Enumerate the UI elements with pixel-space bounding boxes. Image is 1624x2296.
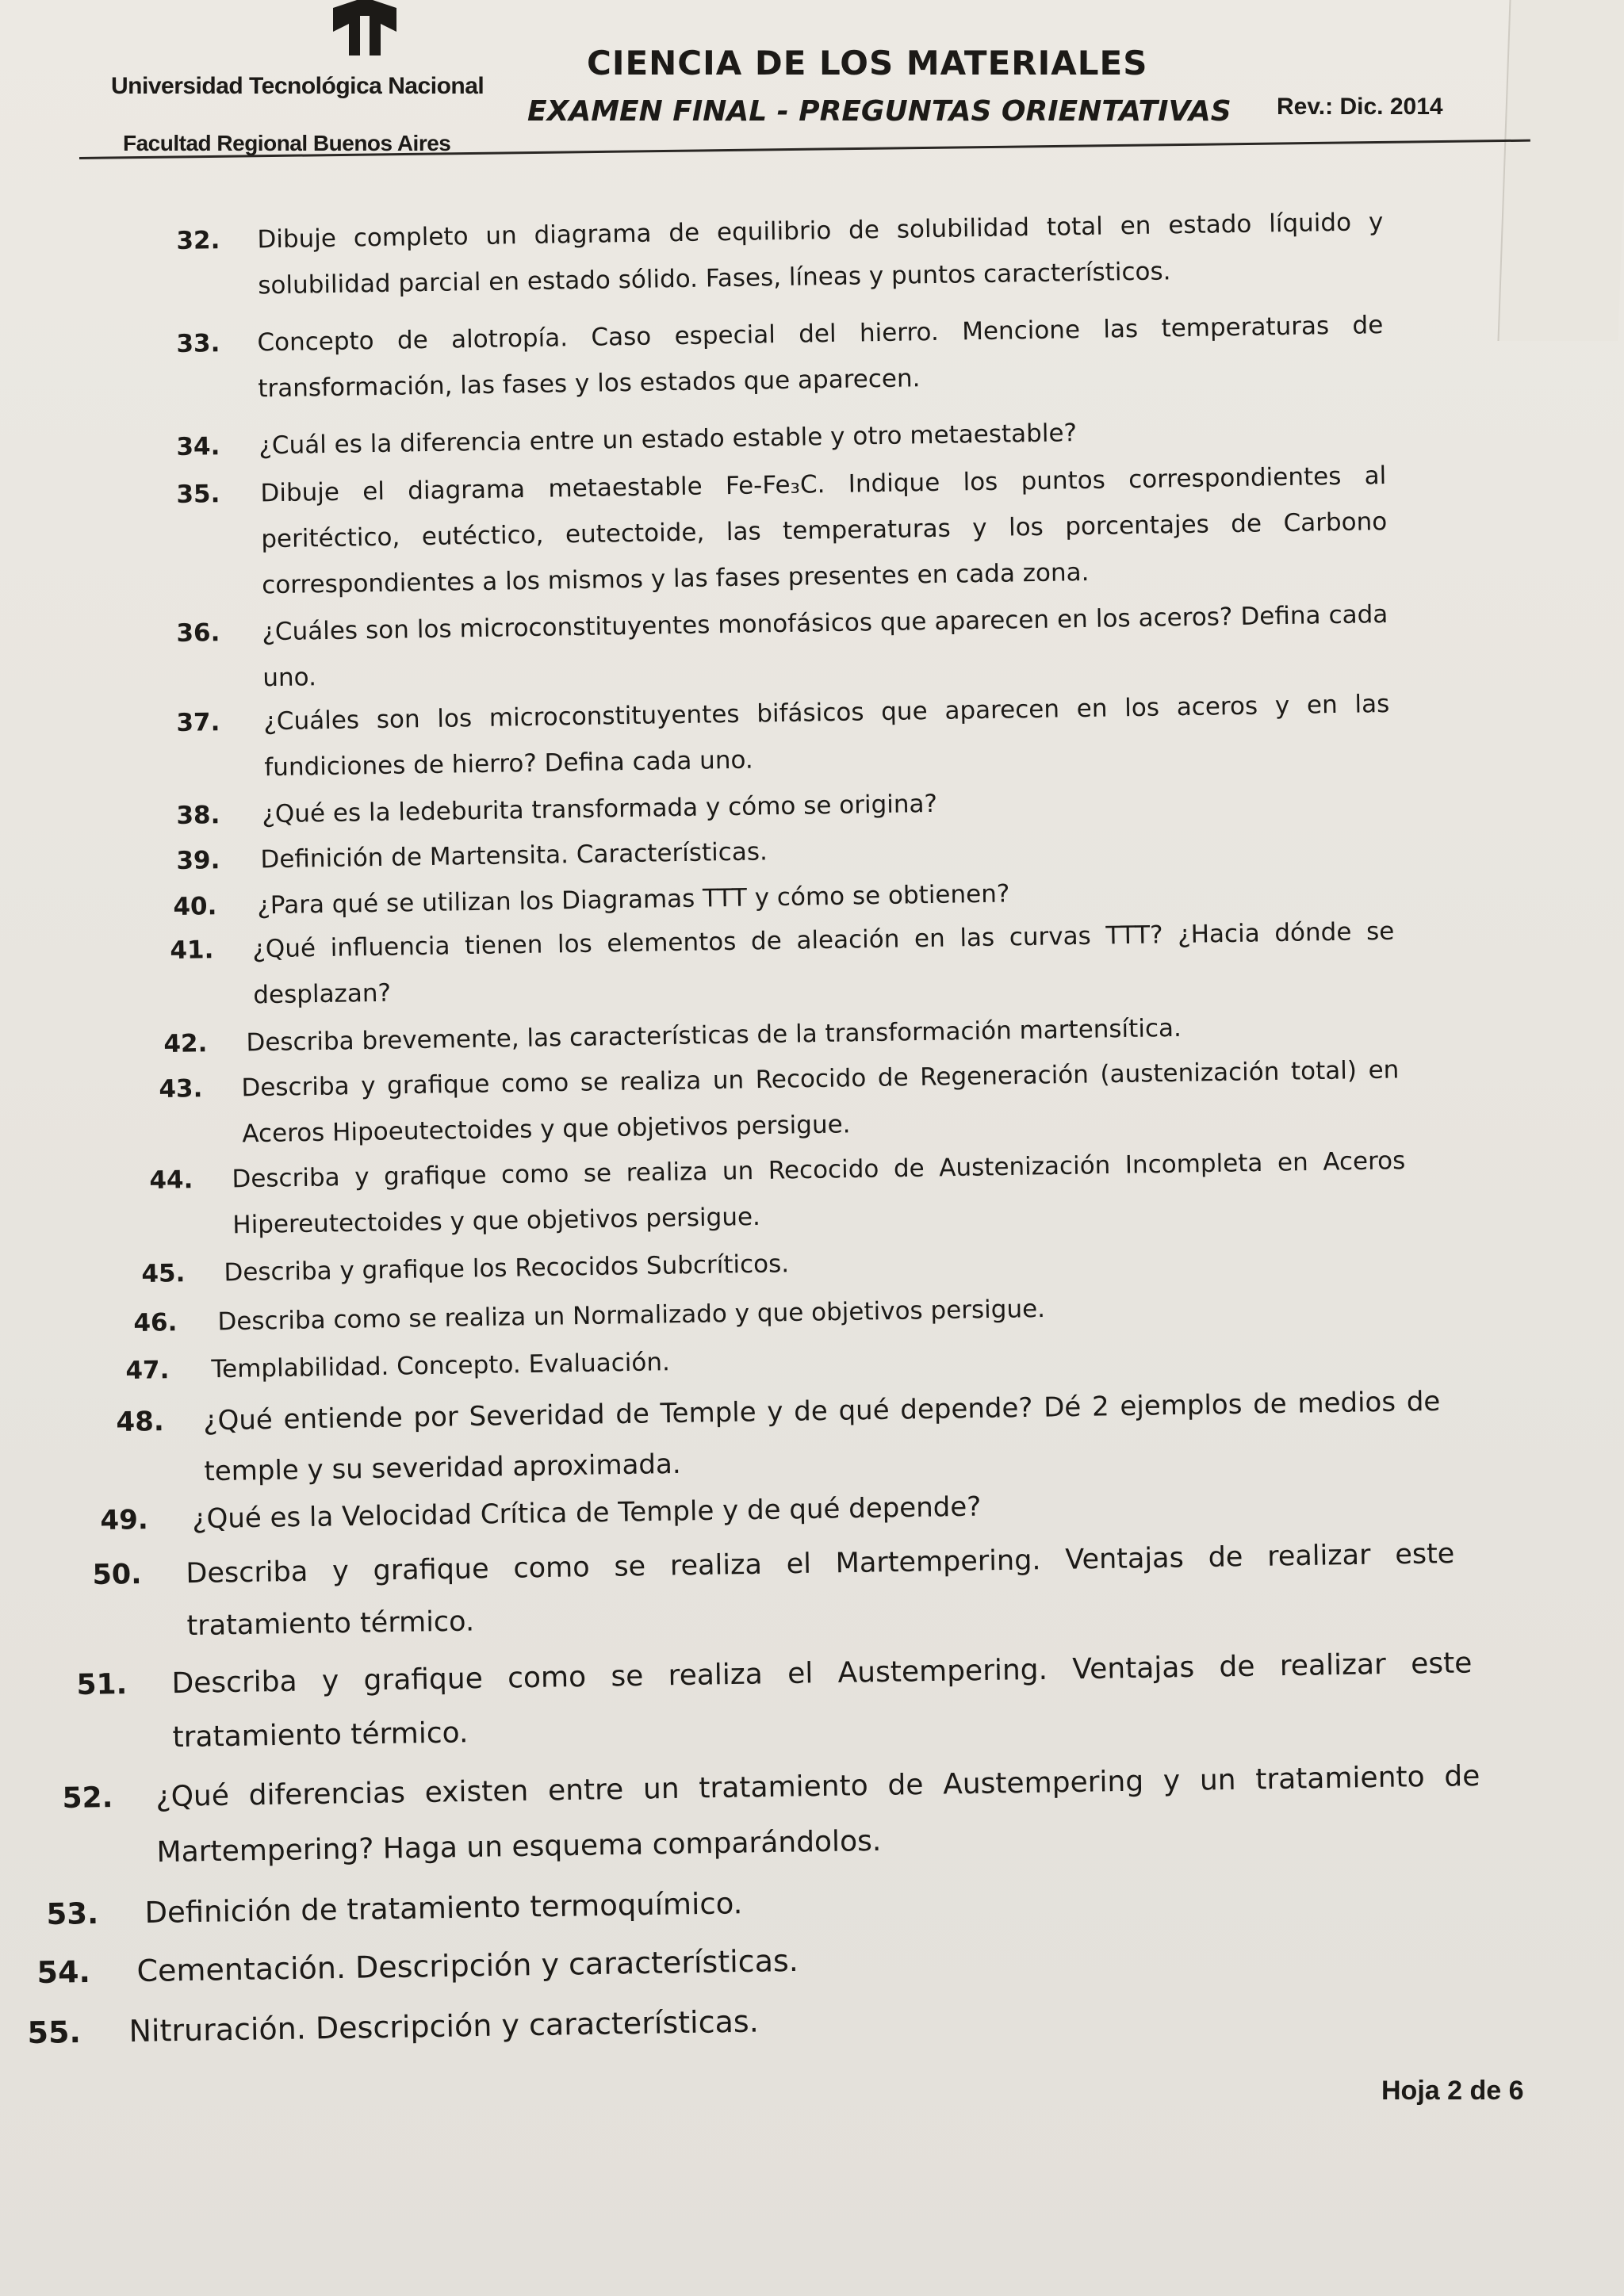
question-number: 49. bbox=[100, 1504, 149, 1536]
question-number: 54. bbox=[36, 1954, 91, 1990]
question-number: 47. bbox=[125, 1356, 170, 1385]
question-text: Describa y grafique como se realiza un Recocido de Austenización Incompleta en Aceros Hipereutectoides y que objetivos persigue. bbox=[232, 1146, 1406, 1240]
question-number: 35. bbox=[176, 480, 220, 509]
question-number: 46. bbox=[133, 1308, 178, 1337]
question-number: 34. bbox=[176, 432, 220, 461]
faculty-name: Facultad Regional Buenos Aires bbox=[123, 131, 451, 155]
page-number: Hoja 2 de 6 bbox=[1381, 2076, 1524, 2106]
question-number: 44. bbox=[149, 1165, 193, 1195]
question-text: Describa y grafique los Recocidos Subcríticos. bbox=[224, 1249, 790, 1288]
question-text: ¿Qué es la Velocidad Crítica de Temple y de qué depende? bbox=[192, 1490, 982, 1536]
question-text: ¿Qué influencia tienen los elementos de aleación en las curvas TTT? ¿Hacia dónde se desplazan? bbox=[252, 916, 1395, 1010]
exam-subtitle: EXAMEN FINAL - PREGUNTAS ORIENTATIVAS bbox=[527, 95, 1231, 128]
question-item bbox=[176, 199, 1397, 300]
question-text: Describa y grafique como se realiza un Recocido de Regeneración (austenización total) en Aceros Hipoeutectoides y que objetivos persigue. bbox=[241, 1055, 1400, 1149]
question-text: ¿Cuáles son los microconstituyentes monofásicos que aparecen en los aceros? Defina cada uno. bbox=[262, 599, 1388, 693]
question-number: 48. bbox=[116, 1406, 165, 1438]
revision-date: Rev.: Dic. 2014 bbox=[1277, 94, 1443, 120]
question-text: Definición de Martensita. Características. bbox=[260, 837, 768, 874]
question-text: Dibuje el diagrama metaestable Fe-Fe₃C. Indique los puntos correspondientes al peritéctico, eutéctico, eutectoide, las temperaturas y los porcentajes de Carbono correspondientes a los mismos y las fases presentes en cada zona. bbox=[260, 461, 1388, 600]
question-text: ¿Qué es la ledeburita transformada y cómo se origina? bbox=[262, 789, 938, 829]
question-text: Dibuje completo un diagrama de equilibrio de solubilidad total en estado líquido y solubilidad parcial en estado sólido. Fases, líneas y puntos característicos. bbox=[257, 208, 1384, 300]
question-number: 41. bbox=[170, 936, 214, 965]
question-number: 33. bbox=[176, 329, 220, 358]
question-text: Describa brevemente, las características de la transformación martensítica. bbox=[246, 1013, 1182, 1058]
question-number: 38. bbox=[176, 801, 220, 830]
question-text: ¿Cuáles son los microconstituyentes bifásicos que aparecen en los aceros y en las fundiciones de hierro? Defina cada uno. bbox=[263, 689, 1390, 783]
question-number: 39. bbox=[176, 846, 220, 875]
question-number: 43. bbox=[159, 1074, 203, 1104]
university-name: Universidad Tecnológica Nacional bbox=[111, 73, 485, 99]
question-text: Describa y grafique como se realiza el Martempering. Ventajas de realizar este tratamiento térmico. bbox=[186, 1538, 1455, 1643]
question-number: 40. bbox=[173, 892, 217, 921]
question-number: 42. bbox=[163, 1029, 208, 1058]
question-number: 55. bbox=[27, 2014, 82, 2050]
question-text: Describa y grafique como se realiza el Austempering. Ventajas de realizar este tratamiento térmico. bbox=[171, 1647, 1473, 1755]
question-text: ¿Qué diferencias existen entre un tratamiento de Austempering y un tratamiento de Martempering? Haga un esquema comparándolos. bbox=[155, 1759, 1480, 1869]
question-number: 45. bbox=[141, 1259, 186, 1288]
question-number: 51. bbox=[76, 1667, 128, 1701]
question-text: ¿Cuál es la diferencia entre un estado estable y otro metaestable? bbox=[259, 419, 1078, 461]
question-text: ¿Para qué se utilizan los Diagramas TTT y cómo se obtienen? bbox=[257, 879, 1010, 920]
question-text: Concepto de alotropía. Caso especial del hierro. Mencione las temperaturas de transformación, las fases y los estados que aparecen. bbox=[257, 311, 1384, 404]
course-title: CIENCIA DE LOS MATERIALES bbox=[587, 44, 1148, 82]
question-number: 52. bbox=[62, 1781, 113, 1815]
question-text: Describa como se realiza un Normalizado y que objetivos persigue. bbox=[217, 1294, 1046, 1337]
question-text: ¿Qué entiende por Severidad de Temple y de qué depende? Dé 2 ejemplos de medios de temple y su severidad aproximada. bbox=[203, 1385, 1441, 1488]
question-number: 50. bbox=[92, 1559, 142, 1591]
question-number: 53. bbox=[46, 1896, 99, 1931]
question-text: Nitruración. Descripción y características. bbox=[128, 2003, 760, 2049]
question-number: 32. bbox=[176, 226, 220, 255]
question-number: 37. bbox=[176, 708, 220, 737]
question-number: 36. bbox=[176, 618, 220, 648]
question-text: Definición de tratamiento termoquímico. bbox=[144, 1886, 743, 1931]
question-text: Cementación. Descripción y características. bbox=[136, 1942, 799, 1989]
question-text: Templabilidad. Concepto. Evaluación. bbox=[211, 1348, 671, 1384]
